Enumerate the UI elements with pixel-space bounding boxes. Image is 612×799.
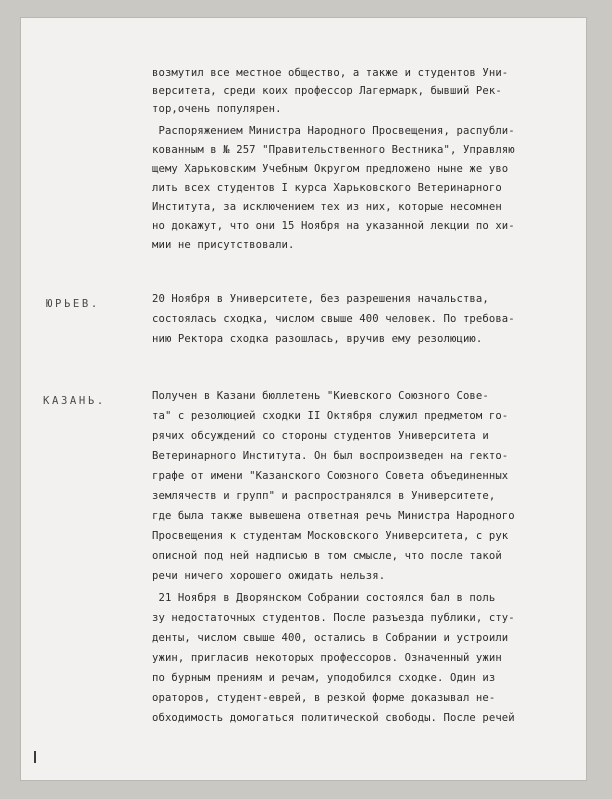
margin-mark	[34, 751, 36, 763]
text-line: Распоряжением Министра Народного Просвещения, распубли-	[152, 125, 515, 137]
text-line: та" с резолюцией сходки II Октября служил предметом го-	[152, 410, 509, 422]
document-page	[21, 18, 586, 780]
text-line: зу недостаточных студентов. После разъезда публики, сту-	[152, 612, 515, 624]
text-line: рячих обсуждений со стороны студентов Университета и	[152, 430, 489, 442]
city-label-yuryev: ЮРЬЕВ.	[46, 298, 100, 310]
text-line: Ветеринарного Института. Он был воспроизведен на гекто-	[152, 450, 509, 462]
text-line: денты, числом свыше 400, остались в Собрании и устроили	[152, 632, 509, 644]
text-line: состоялась сходка, числом свыше 400 человек. По требова-	[152, 313, 515, 325]
text-line: Института, за исключением тех из них, которые несомнен	[152, 201, 502, 213]
text-line: Просвещения к студентам Московского Университета, с рук	[152, 530, 509, 542]
text-line: ораторов, студент-еврей, в резкой форме доказывал не-	[152, 692, 496, 704]
text-line: ужин, пригласив некоторых профессоров. Означенный ужин	[152, 652, 502, 664]
text-line: тор,очень популярен.	[152, 103, 282, 115]
text-line: описной под ней надписью в том смысле, что после такой	[152, 550, 502, 562]
text-line: мии не присутствовали.	[152, 239, 295, 251]
text-line: по бурным прениям и речам, уподобился сходке. Один из	[152, 672, 496, 684]
text-line: щему Харьковским Учебным Округом предложено ныне же уво	[152, 163, 509, 175]
text-line: землячеств и групп" и распространялся в Университете,	[152, 490, 496, 502]
text-line: 21 Ноября в Дворянском Собрании состоялся бал в поль	[152, 592, 496, 604]
text-line: Получен в Казани бюллетень "Киевского Союзного Сове-	[152, 390, 489, 402]
text-line: нию Ректора сходка разошлась, вручив ему резолюцию.	[152, 333, 483, 345]
text-line: графе от имени "Казанского Союзного Совета объединенных	[152, 470, 509, 482]
text-line: 20 Ноября в Университете, без разрешения начальства,	[152, 293, 489, 305]
text-line: верситета, среди коих профессор Лагермарк, бывший Рек-	[152, 85, 502, 97]
text-line: кованным в № 257 "Правительственного Вестника", Управляю	[152, 144, 515, 156]
text-line: возмутил все местное общество, а также и студентов Уни-	[152, 67, 509, 79]
text-line: лить всех студентов I курса Харьковского Ветеринарного	[152, 182, 502, 194]
city-label-kazan: КАЗАНЬ.	[43, 395, 106, 407]
text-line: где была также вывешена ответная речь Министра Народного	[152, 510, 515, 522]
text-line: обходимость домогаться политической свободы. После речей	[152, 712, 515, 724]
text-line: но докажут, что они 15 Ноября на указанной лекции по хи-	[152, 220, 515, 232]
text-line: речи ничего хорошего ожидать нельзя.	[152, 570, 386, 582]
